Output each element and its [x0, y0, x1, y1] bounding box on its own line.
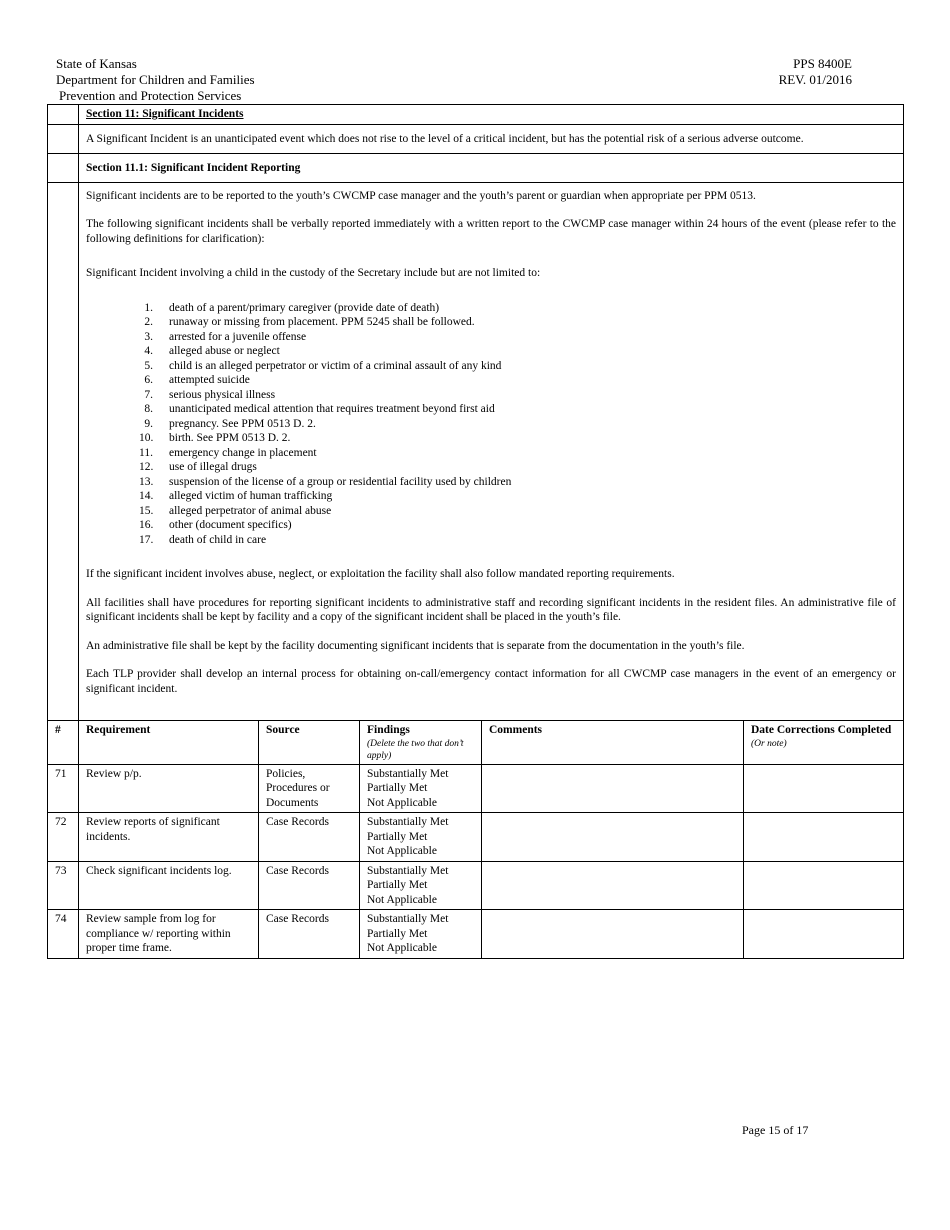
incident-number: 10.	[139, 432, 154, 444]
form-id-header	[779, 56, 852, 88]
section-title: Section 11: Significant Incidents	[79, 105, 904, 125]
header-division: Prevention and Protection Services	[59, 88, 242, 103]
row-requirement: Review sample from log for compliance w/ reporting within proper time frame.	[79, 910, 259, 959]
header-date-label: Date Corrections Completed	[751, 724, 892, 736]
incident-text: serious physical illness	[169, 388, 276, 401]
incident-list-item	[86, 431, 896, 446]
incident-number: 8.	[144, 403, 153, 415]
incident-text: alleged victim of human trafficking	[169, 490, 333, 502]
finding-option: Substantially Met	[367, 816, 449, 828]
incident-list-item	[86, 489, 896, 504]
table-row	[48, 764, 904, 813]
incident-list-item	[86, 402, 896, 417]
body-paragraph-4: If the significant incident involves abuse, neglect, or exploitation the facility shall also follow mandated reporting requirements.	[86, 568, 675, 580]
finding-option: Partially Met	[367, 927, 428, 940]
finding-option: Partially Met	[367, 782, 428, 794]
row-number: 74	[48, 910, 79, 959]
header-state: State of Kansas	[56, 56, 137, 71]
row-requirement: Review p/p.	[79, 764, 259, 813]
finding-option: Substantially Met	[367, 767, 449, 780]
header-findings-note: (Delete the two that don’t apply)	[367, 738, 464, 761]
row-findings	[360, 764, 482, 813]
incident-number: 3.	[144, 330, 153, 343]
incident-text: alleged perpetrator of animal abuse	[169, 504, 332, 517]
header-findings	[360, 721, 482, 765]
row-requirement: Check significant incidents log.	[79, 861, 259, 910]
incident-list	[86, 301, 896, 548]
incident-number: 5.	[144, 359, 153, 372]
header-requirement: Requirement	[79, 721, 259, 765]
row-findings	[360, 813, 482, 862]
incident-number: 6.	[144, 374, 153, 386]
row-comments	[482, 813, 744, 862]
section-body	[79, 182, 904, 721]
incident-text: emergency change in placement	[169, 446, 317, 459]
header-comments: Comments	[482, 721, 744, 765]
row-source: Case Records	[259, 813, 360, 862]
incident-list-item	[86, 344, 896, 359]
incident-list-item	[86, 518, 896, 533]
page-number: Page 15 of 17	[742, 1123, 809, 1137]
incident-text: runaway or missing from placement. PPM 5245 shall be followed.	[169, 316, 475, 328]
form-number: PPS 8400E	[793, 56, 852, 71]
row-requirement: Review reports of significant incidents.	[79, 813, 259, 862]
row-number: 72	[48, 813, 79, 862]
row-date-corrections	[744, 910, 904, 959]
table-row	[48, 813, 904, 862]
agency-header	[56, 56, 255, 104]
row-date-corrections	[744, 861, 904, 910]
incident-list-item	[86, 359, 896, 374]
row-comments	[482, 861, 744, 910]
finding-option: Substantially Met	[367, 864, 449, 877]
incident-text: pregnancy. See PPM 0513 D. 2.	[169, 417, 316, 430]
incident-list-item	[86, 388, 896, 403]
body-paragraph-5: All facilities shall have procedures for reporting significant incidents to administrative staff and recording significant incidents in the resident files. An administrative file of significant incidents shall be kept by facility and a copy of the significant incident shall be placed in the youth’s file.	[86, 596, 897, 623]
row-number: 71	[48, 764, 79, 813]
table-header-row	[48, 721, 904, 765]
header-source: Source	[259, 721, 360, 765]
row-source: Policies, Procedures or Documents	[259, 764, 360, 813]
header-number: #	[48, 721, 79, 765]
header-findings-label: Findings	[367, 724, 410, 736]
incident-number: 11.	[139, 446, 153, 459]
section-definition: A Significant Incident is an unanticipated event which does not rise to the level of a critical incident, but has the potential risk of a serious adverse outcome.	[79, 124, 904, 153]
incident-list-item	[86, 417, 896, 432]
incident-text: suspension of the license of a group or residential facility used by children	[169, 475, 512, 488]
header-department: Department for Children and Families	[56, 72, 255, 87]
incident-text: death of a parent/primary caregiver (provide date of death)	[169, 301, 440, 314]
incident-number: 13.	[139, 475, 154, 488]
finding-option: Not Applicable	[367, 942, 437, 954]
finding-option: Partially Met	[367, 830, 428, 843]
incident-list-item	[86, 301, 896, 316]
incident-number: 16.	[139, 519, 154, 531]
finding-option: Not Applicable	[367, 796, 437, 809]
incident-list-item	[86, 533, 896, 548]
incident-number: 12.	[139, 461, 154, 473]
row-findings	[360, 910, 482, 959]
incident-text: alleged abuse or neglect	[169, 345, 280, 357]
header-date-note: (Or note)	[751, 738, 787, 749]
finding-option: Substantially Met	[367, 913, 449, 925]
incident-text: other (document specifics)	[169, 519, 292, 531]
body-paragraph-1: Significant incidents are to be reported to the youth’s CWCMP case manager and the youth’s parent or guardian when appropriate per PPM 0513.	[86, 189, 756, 202]
form-revision: REV. 01/2016	[778, 72, 852, 87]
finding-option: Not Applicable	[367, 893, 437, 906]
incident-text: arrested for a juvenile offense	[169, 330, 307, 343]
header-date-corrections	[744, 721, 904, 765]
incident-text: child is an alleged perpetrator or victim of a criminal assault of any kind	[169, 359, 502, 372]
incident-text: birth. See PPM 0513 D. 2.	[169, 432, 291, 444]
subsection-title: Section 11.1: Significant Incident Reporting	[79, 153, 904, 182]
review-table	[47, 104, 904, 959]
finding-option: Partially Met	[367, 879, 428, 891]
incident-text: death of child in care	[169, 533, 267, 546]
row-comments	[482, 910, 744, 959]
incident-number: 4.	[144, 345, 153, 357]
incident-list-item	[86, 446, 896, 461]
row-date-corrections	[744, 764, 904, 813]
table-row	[48, 910, 904, 959]
incident-list-item	[86, 475, 896, 490]
body-paragraph-7: Each TLP provider shall develop an internal process for obtaining on-call/emergency contact information for all CWCMP case managers in the event of an emergency or significant incident.	[86, 668, 897, 695]
incident-number: 9.	[144, 417, 153, 430]
incident-number: 7.	[144, 388, 153, 401]
row-source: Case Records	[259, 910, 360, 959]
incident-list-item	[86, 330, 896, 345]
row-date-corrections	[744, 813, 904, 862]
body-paragraph-2: The following significant incidents shall be verbally reported immediately with a written report to the CWCMP case manager within 24 hours of the event (please refer to the following definitions for clarification):	[86, 218, 897, 245]
row-findings	[360, 861, 482, 910]
incident-text: attempted suicide	[169, 374, 250, 386]
row-source: Case Records	[259, 861, 360, 910]
table-row	[48, 861, 904, 910]
incident-text: unanticipated medical attention that requires treatment beyond first aid	[169, 403, 495, 415]
body-paragraph-6: An administrative file shall be kept by the facility documenting significant incidents that is separate from the documentation in the youth’s file.	[86, 639, 745, 652]
row-number: 73	[48, 861, 79, 910]
incident-list-item	[86, 373, 896, 388]
incident-number: 2.	[144, 316, 153, 328]
incident-list-item	[86, 460, 896, 475]
incident-number: 15.	[139, 504, 154, 517]
finding-option: Not Applicable	[367, 845, 437, 857]
body-paragraph-3: Significant Incident involving a child in the custody of the Secretary include but are not limited to:	[86, 267, 541, 279]
incident-list-item	[86, 315, 896, 330]
incident-list-item	[86, 504, 896, 519]
row-comments	[482, 764, 744, 813]
incident-number: 1.	[144, 301, 153, 314]
incident-number: 17.	[139, 533, 154, 546]
incident-text: use of illegal drugs	[169, 461, 257, 473]
incident-number: 14.	[139, 490, 154, 502]
